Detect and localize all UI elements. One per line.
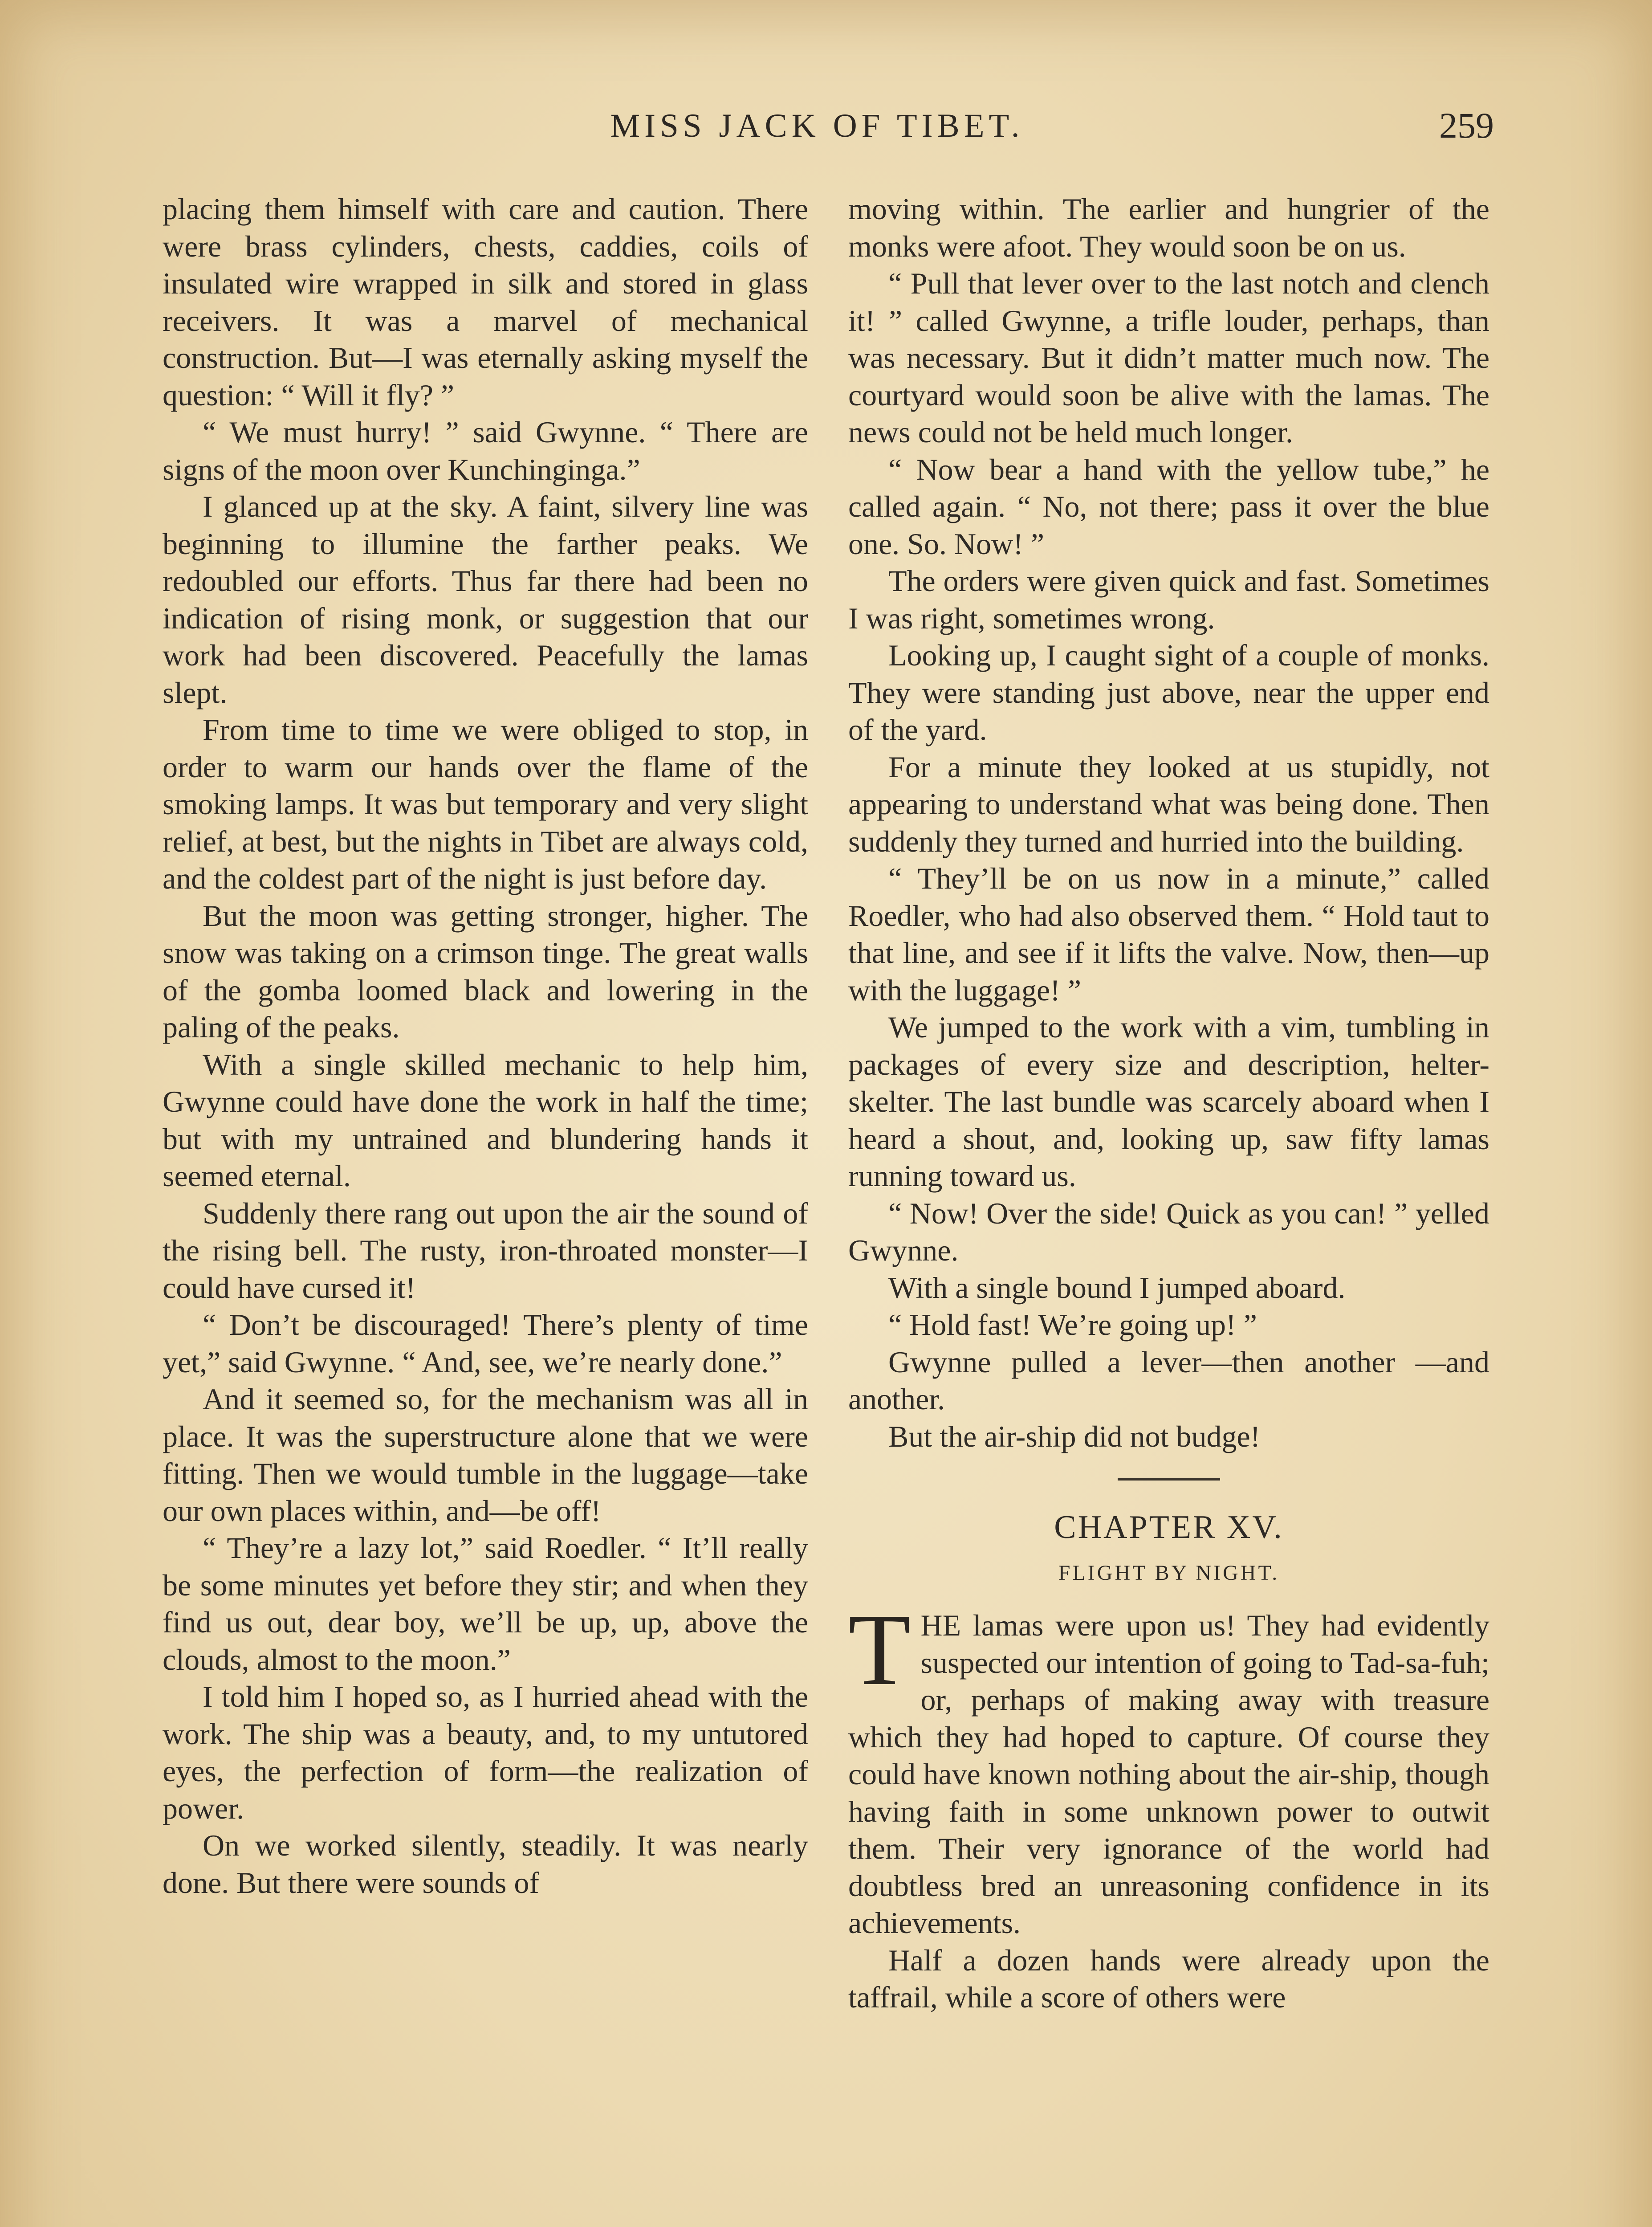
right-column <box>848 191 1489 2016</box>
paragraph: “ Don’t be discouraged! There’s plenty of time yet,” said Gwynne. “ And, see, we’re nearly done.” <box>163 1308 808 1379</box>
chapter-opening-paragraph <box>848 1593 1489 1942</box>
paragraph: Gwynne pulled a lever—then another —and another. <box>848 1345 1489 1416</box>
paragraph: “ We must hurry! ” said Gwynne. “ There are signs of the moon over Kunchinginga.” <box>163 415 808 486</box>
paragraph: “ They’re a lazy lot,” said Roedler. “ It’ll really be some minutes yet before they stir; and when they find us out, dear boy, we’ll be up, up, above the clouds, almost to the moon.” <box>163 1531 808 1676</box>
paragraph: moving within. The earlier and hungrier of the monks were afoot. They would soon be on us. <box>848 192 1489 263</box>
paragraph: But the moon was getting stronger, higher. The snow was taking on a crimson tinge. The great walls of the gomba loomed black and lowering in the paling of the peaks. <box>163 898 808 1044</box>
paragraph: “ Pull that lever over to the last notch and clench it! ” called Gwynne, a trifle louder, perhaps, than was necessary. But it didn’t matter much now. The courtyard would soon be alive with the lamas. The news could not be held much longer. <box>848 266 1489 449</box>
paragraph: placing them himself with care and caution. There were brass cylinders, chests, caddies, coils of insulated wire wrapped in silk and stored in glass receivers. It was a marvel of mechanical construction. But—I was eternally asking myself the question: “ Will it fly? ” <box>163 192 808 412</box>
chapter-title: CHAPTER XV. <box>1054 1509 1284 1546</box>
paragraph: Looking up, I caught sight of a couple of monks. They were standing just above, near the upper end of the yard. <box>848 638 1489 746</box>
running-title: MISS JACK OF TIBET. <box>610 107 1024 144</box>
paragraph: Suddenly there rang out upon the air the sound of the rising bell. The rusty, iron-throated monster—I could have cursed it! <box>163 1196 808 1305</box>
paragraph: With a single skilled mechanic to help him, Gwynne could have done the work in half the time; but with my untrained and blundering hands it seemed eternal. <box>163 1047 808 1193</box>
paragraph: But the air-ship did not budge! <box>888 1419 1261 1453</box>
paragraph: I told him I hoped so, as I hurried ahead with the work. The ship was a beauty, and, to my untutored eyes, the perfection of form—the realization of power. <box>163 1680 808 1825</box>
paragraph: “ Hold fast! We’re going up! ” <box>888 1308 1257 1342</box>
paragraph: We jumped to the work with a vim, tumbling in packages of every size and description, helter-skelter. The last bundle was scarcely aboard when I heard a shout, and, looking up, saw fifty lamas running toward us. <box>848 1010 1489 1193</box>
paragraph: “ They’ll be on us now in a minute,” called Roedler, who had also observed them. “ Hold taut to that line, and see if it lifts the valve. Now, then—up with the luggage! ” <box>848 861 1489 1007</box>
paragraph: On we worked silently, steadily. It was nearly done. But there were sounds of <box>163 1828 808 1900</box>
paragraph: I glanced up at the sky. A faint, silvery line was beginning to illumine the farther peaks. We redoubled our efforts. Thus far there had been no indication of rising monk, or suggestion that our work had been discovered. Peacefully the lamas slept. <box>163 489 808 710</box>
drop-cap: T <box>848 1593 911 1706</box>
paragraph: The orders were given quick and fast. Sometimes I was right, sometimes wrong. <box>848 564 1489 635</box>
page-number: 259 <box>1439 105 1494 146</box>
paragraph: “ Now bear a hand with the yellow tube,” he called again. “ No, not there; pass it over the blue one. So. Now! ” <box>848 452 1489 561</box>
paragraph: And it seemed so, for the mechanism was all in place. It was the superstructure alone that we were fitting. Then we would tumble in the luggage—take our own places within, and—be off! <box>163 1382 808 1528</box>
paragraph: With a single bound I jumped aboard. <box>888 1270 1346 1305</box>
left-column <box>163 191 808 1901</box>
section-divider <box>1118 1478 1220 1481</box>
paragraph: “ Now! Over the side! Quick as you can! ” yelled Gwynne. <box>848 1196 1489 1267</box>
paragraph: From time to time we were obliged to stop, in order to warm our hands over the flame of the smoking lamps. It was but temporary and very slight relief, at best, but the nights in Tibet are always cold, and the coldest part of the night is just before day. <box>163 713 808 895</box>
chapter-subtitle: FLIGHT BY NIGHT. <box>1058 1561 1280 1585</box>
opening-text: HE lamas were upon us! They had evidently suspected our intention of going to Tad-sa-fuh; or, perhaps of making away with treasure which they had hoped to capture. Of course they could have known nothing about the air-ship, though having faith in some unknown power to outwit them. Their very ignorance of the world had doubtless bred an unreasoning confidence in its achievements. <box>848 1608 1489 1940</box>
paragraph: Half a dozen hands were already upon the taffrail, while a score of others were <box>848 1943 1489 2014</box>
paragraph: For a minute they looked at us stupidly, not appearing to understand what was being done. Then suddenly they turned and hurried into the building. <box>848 750 1489 858</box>
